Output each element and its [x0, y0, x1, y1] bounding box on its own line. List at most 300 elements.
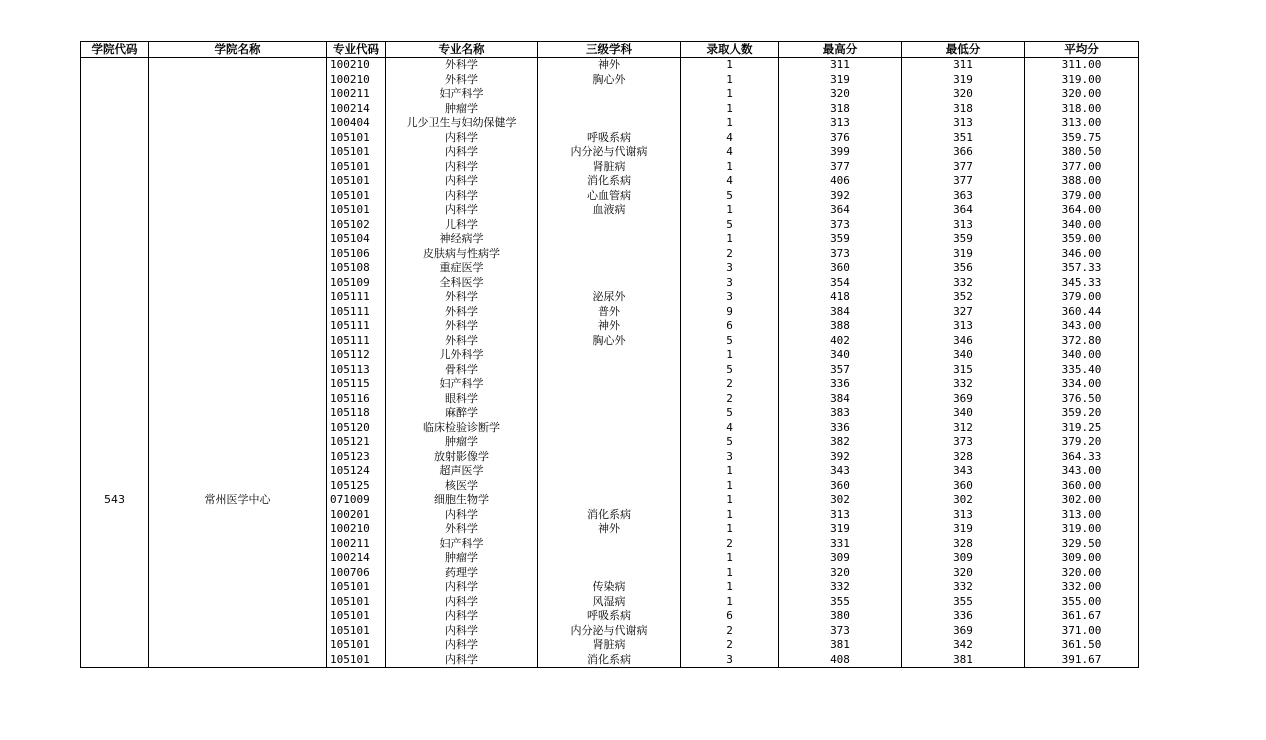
- table-row: [81, 290, 1139, 305]
- college-name-cell: [149, 218, 327, 233]
- admitted-count-cell: 1: [681, 116, 779, 131]
- admitted-count-cell: 1: [681, 203, 779, 218]
- major-code-cell: 105101: [327, 189, 386, 204]
- sub-discipline-cell: 普外: [538, 305, 681, 320]
- major-code-cell: 105109: [327, 276, 386, 291]
- avg-score-cell: 380.50: [1025, 145, 1139, 160]
- admitted-count-cell: 1: [681, 566, 779, 581]
- max-score-cell: 336: [779, 421, 902, 436]
- table-row: [81, 189, 1139, 204]
- max-score-cell: 418: [779, 290, 902, 305]
- major-name-cell: 外科学: [386, 522, 538, 537]
- college-name-cell: [149, 102, 327, 117]
- college-name-cell: [149, 363, 327, 378]
- header-avg-score: 平均分: [1025, 42, 1139, 58]
- college-name-cell: [149, 174, 327, 189]
- table-row: [81, 73, 1139, 88]
- min-score-cell: 315: [902, 363, 1025, 378]
- admitted-count-cell: 1: [681, 595, 779, 610]
- admitted-count-cell: 5: [681, 334, 779, 349]
- min-score-cell: 359: [902, 232, 1025, 247]
- college-code-cell: [81, 479, 149, 494]
- table-row: [81, 653, 1139, 668]
- major-code-cell: 105101: [327, 609, 386, 624]
- major-code-cell: 100210: [327, 73, 386, 88]
- college-code-cell: [81, 566, 149, 581]
- major-code-cell: 100706: [327, 566, 386, 581]
- header-min-score: 最低分: [902, 42, 1025, 58]
- max-score-cell: 359: [779, 232, 902, 247]
- major-code-cell: 105113: [327, 363, 386, 378]
- admitted-count-cell: 3: [681, 290, 779, 305]
- sub-discipline-cell: [538, 218, 681, 233]
- min-score-cell: 332: [902, 377, 1025, 392]
- avg-score-cell: 361.50: [1025, 638, 1139, 653]
- table-row: [81, 522, 1139, 537]
- min-score-cell: 336: [902, 609, 1025, 624]
- major-name-cell: 内科学: [386, 160, 538, 175]
- sub-discipline-cell: 消化系病: [538, 508, 681, 523]
- min-score-cell: 328: [902, 537, 1025, 552]
- college-name-cell: [149, 305, 327, 320]
- table-row: [81, 131, 1139, 146]
- avg-score-cell: 355.00: [1025, 595, 1139, 610]
- major-code-cell: 105101: [327, 595, 386, 610]
- major-name-cell: 妇产科学: [386, 537, 538, 552]
- admitted-count-cell: 5: [681, 189, 779, 204]
- college-code-cell: [81, 145, 149, 160]
- min-score-cell: 320: [902, 566, 1025, 581]
- max-score-cell: 336: [779, 377, 902, 392]
- college-name-cell: [149, 609, 327, 624]
- sub-discipline-cell: [538, 377, 681, 392]
- admitted-count-cell: 1: [681, 479, 779, 494]
- college-code-cell: [81, 218, 149, 233]
- min-score-cell: 313: [902, 508, 1025, 523]
- college-code-cell: [81, 261, 149, 276]
- table-row: [81, 87, 1139, 102]
- min-score-cell: 343: [902, 464, 1025, 479]
- table-row: [81, 493, 1139, 508]
- college-code-cell: [81, 421, 149, 436]
- min-score-cell: 369: [902, 392, 1025, 407]
- major-name-cell: 内科学: [386, 508, 538, 523]
- college-code-cell: [81, 290, 149, 305]
- college-name-cell: [149, 638, 327, 653]
- college-name-cell: [149, 377, 327, 392]
- college-name-cell: [149, 160, 327, 175]
- sub-discipline-cell: 泌尿外: [538, 290, 681, 305]
- avg-score-cell: 379.20: [1025, 435, 1139, 450]
- table-row: [81, 624, 1139, 639]
- college-name-cell: [149, 522, 327, 537]
- college-name-cell: [149, 551, 327, 566]
- major-name-cell: 神经病学: [386, 232, 538, 247]
- college-name-cell: [149, 276, 327, 291]
- admitted-count-cell: 5: [681, 406, 779, 421]
- sub-discipline-cell: [538, 537, 681, 552]
- min-score-cell: 340: [902, 406, 1025, 421]
- table-row: [81, 638, 1139, 653]
- sub-discipline-cell: [538, 551, 681, 566]
- avg-score-cell: 359.75: [1025, 131, 1139, 146]
- admitted-count-cell: 3: [681, 261, 779, 276]
- table-row: [81, 508, 1139, 523]
- major-name-cell: 骨科学: [386, 363, 538, 378]
- min-score-cell: 377: [902, 160, 1025, 175]
- college-code-cell: [81, 203, 149, 218]
- major-code-cell: 100211: [327, 87, 386, 102]
- major-name-cell: 眼科学: [386, 392, 538, 407]
- avg-score-cell: 364.33: [1025, 450, 1139, 465]
- college-code-cell: [81, 276, 149, 291]
- sub-discipline-cell: 胸心外: [538, 73, 681, 88]
- header-college-name: 学院名称: [149, 42, 327, 58]
- major-code-cell: 100201: [327, 508, 386, 523]
- min-score-cell: 364: [902, 203, 1025, 218]
- avg-score-cell: 345.33: [1025, 276, 1139, 291]
- college-name-cell: [149, 435, 327, 450]
- avg-score-cell: 320.00: [1025, 566, 1139, 581]
- sub-discipline-cell: [538, 493, 681, 508]
- table-row: [81, 595, 1139, 610]
- sub-discipline-cell: [538, 348, 681, 363]
- college-name-cell: [149, 247, 327, 262]
- max-score-cell: 382: [779, 435, 902, 450]
- avg-score-cell: 364.00: [1025, 203, 1139, 218]
- major-name-cell: 外科学: [386, 334, 538, 349]
- college-code-cell: [81, 435, 149, 450]
- table-row: [81, 203, 1139, 218]
- sub-discipline-cell: [538, 276, 681, 291]
- college-code-cell: [81, 58, 149, 73]
- admission-score-table: [80, 41, 1139, 668]
- sub-discipline-cell: [538, 363, 681, 378]
- min-score-cell: 319: [902, 73, 1025, 88]
- min-score-cell: 319: [902, 522, 1025, 537]
- college-code-cell: [81, 551, 149, 566]
- major-code-cell: 105111: [327, 305, 386, 320]
- max-score-cell: 309: [779, 551, 902, 566]
- major-name-cell: 全科医学: [386, 276, 538, 291]
- college-name-cell: [149, 73, 327, 88]
- major-code-cell: 100214: [327, 102, 386, 117]
- college-code-cell: [81, 638, 149, 653]
- avg-score-cell: 332.00: [1025, 580, 1139, 595]
- table-body: [81, 58, 1139, 668]
- admitted-count-cell: 3: [681, 276, 779, 291]
- min-score-cell: 366: [902, 145, 1025, 160]
- major-name-cell: 细胞生物学: [386, 493, 538, 508]
- header-sub-discipline: 三级学科: [538, 42, 681, 58]
- major-code-cell: 105106: [327, 247, 386, 262]
- major-name-cell: 外科学: [386, 319, 538, 334]
- max-score-cell: 392: [779, 450, 902, 465]
- avg-score-cell: 372.80: [1025, 334, 1139, 349]
- table-row: [81, 363, 1139, 378]
- table-row: [81, 406, 1139, 421]
- admitted-count-cell: 1: [681, 508, 779, 523]
- table-row: [81, 348, 1139, 363]
- major-name-cell: 儿外科学: [386, 348, 538, 363]
- table-row: [81, 377, 1139, 392]
- college-code-cell: [81, 116, 149, 131]
- sub-discipline-cell: 神外: [538, 58, 681, 73]
- max-score-cell: 383: [779, 406, 902, 421]
- major-name-cell: 临床检验诊断学: [386, 421, 538, 436]
- college-name-cell: [149, 203, 327, 218]
- max-score-cell: 384: [779, 392, 902, 407]
- sub-discipline-cell: [538, 102, 681, 117]
- admitted-count-cell: 2: [681, 247, 779, 262]
- avg-score-cell: 329.50: [1025, 537, 1139, 552]
- table-row: [81, 261, 1139, 276]
- college-code-cell: [81, 102, 149, 117]
- max-score-cell: 313: [779, 508, 902, 523]
- avg-score-cell: 360.44: [1025, 305, 1139, 320]
- admitted-count-cell: 5: [681, 435, 779, 450]
- college-name-cell: [149, 290, 327, 305]
- major-code-cell: 105101: [327, 160, 386, 175]
- major-code-cell: 105111: [327, 290, 386, 305]
- major-name-cell: 肿瘤学: [386, 102, 538, 117]
- college-name-cell: 常州医学中心: [149, 493, 327, 508]
- avg-score-cell: 379.00: [1025, 290, 1139, 305]
- max-score-cell: 406: [779, 174, 902, 189]
- header-major-name: 专业名称: [386, 42, 538, 58]
- min-score-cell: 313: [902, 116, 1025, 131]
- avg-score-cell: 335.40: [1025, 363, 1139, 378]
- sub-discipline-cell: 肾脏病: [538, 160, 681, 175]
- max-score-cell: 360: [779, 261, 902, 276]
- college-name-cell: [149, 508, 327, 523]
- admitted-count-cell: 1: [681, 348, 779, 363]
- table-row: [81, 450, 1139, 465]
- table-row: [81, 609, 1139, 624]
- major-name-cell: 核医学: [386, 479, 538, 494]
- college-name-cell: [149, 450, 327, 465]
- college-code-cell: [81, 73, 149, 88]
- avg-score-cell: 343.00: [1025, 319, 1139, 334]
- admitted-count-cell: 6: [681, 609, 779, 624]
- table-row: [81, 160, 1139, 175]
- header-major-code: 专业代码: [327, 42, 386, 58]
- avg-score-cell: 360.00: [1025, 479, 1139, 494]
- sub-discipline-cell: 消化系病: [538, 653, 681, 668]
- college-name-cell: [149, 189, 327, 204]
- avg-score-cell: 340.00: [1025, 218, 1139, 233]
- sub-discipline-cell: 传染病: [538, 580, 681, 595]
- table-header-row: [81, 42, 1139, 58]
- major-code-cell: 105124: [327, 464, 386, 479]
- max-score-cell: 320: [779, 566, 902, 581]
- table-row: [81, 334, 1139, 349]
- table-row: [81, 232, 1139, 247]
- max-score-cell: 360: [779, 479, 902, 494]
- avg-score-cell: 377.00: [1025, 160, 1139, 175]
- table-row: [81, 305, 1139, 320]
- sub-discipline-cell: 内分泌与代谢病: [538, 145, 681, 160]
- major-name-cell: 外科学: [386, 305, 538, 320]
- avg-score-cell: 320.00: [1025, 87, 1139, 102]
- table-row: [81, 174, 1139, 189]
- college-code-cell: [81, 406, 149, 421]
- major-name-cell: 内科学: [386, 145, 538, 160]
- table-row: [81, 102, 1139, 117]
- major-name-cell: 皮肤病与性病学: [386, 247, 538, 262]
- admitted-count-cell: 2: [681, 377, 779, 392]
- min-score-cell: 340: [902, 348, 1025, 363]
- min-score-cell: 355: [902, 595, 1025, 610]
- major-name-cell: 外科学: [386, 58, 538, 73]
- table-row: [81, 537, 1139, 552]
- major-name-cell: 放射影像学: [386, 450, 538, 465]
- table-row: [81, 145, 1139, 160]
- max-score-cell: 380: [779, 609, 902, 624]
- max-score-cell: 388: [779, 319, 902, 334]
- college-code-cell: 543: [81, 493, 149, 508]
- major-name-cell: 肿瘤学: [386, 551, 538, 566]
- major-code-cell: 100214: [327, 551, 386, 566]
- table-row: [81, 247, 1139, 262]
- min-score-cell: 342: [902, 638, 1025, 653]
- avg-score-cell: 313.00: [1025, 508, 1139, 523]
- sub-discipline-cell: [538, 421, 681, 436]
- major-code-cell: 100210: [327, 58, 386, 73]
- major-name-cell: 内科学: [386, 203, 538, 218]
- major-code-cell: 105116: [327, 392, 386, 407]
- college-name-cell: [149, 334, 327, 349]
- major-name-cell: 内科学: [386, 580, 538, 595]
- avg-score-cell: 313.00: [1025, 116, 1139, 131]
- sub-discipline-cell: [538, 435, 681, 450]
- major-code-cell: 105101: [327, 131, 386, 146]
- avg-score-cell: 309.00: [1025, 551, 1139, 566]
- admitted-count-cell: 1: [681, 580, 779, 595]
- college-code-cell: [81, 247, 149, 262]
- table-row: [81, 566, 1139, 581]
- admitted-count-cell: 1: [681, 73, 779, 88]
- major-name-cell: 妇产科学: [386, 87, 538, 102]
- major-code-cell: 105102: [327, 218, 386, 233]
- college-code-cell: [81, 348, 149, 363]
- min-score-cell: 356: [902, 261, 1025, 276]
- college-name-cell: [149, 261, 327, 276]
- major-code-cell: 105101: [327, 653, 386, 668]
- avg-score-cell: 361.67: [1025, 609, 1139, 624]
- college-code-cell: [81, 160, 149, 175]
- major-code-cell: 105101: [327, 580, 386, 595]
- table-row: [81, 58, 1139, 73]
- min-score-cell: 332: [902, 580, 1025, 595]
- admitted-count-cell: 9: [681, 305, 779, 320]
- min-score-cell: 319: [902, 247, 1025, 262]
- min-score-cell: 311: [902, 58, 1025, 73]
- avg-score-cell: 319.25: [1025, 421, 1139, 436]
- major-name-cell: 妇产科学: [386, 377, 538, 392]
- major-code-cell: 105125: [327, 479, 386, 494]
- max-score-cell: 331: [779, 537, 902, 552]
- sub-discipline-cell: 消化系病: [538, 174, 681, 189]
- max-score-cell: 313: [779, 116, 902, 131]
- college-code-cell: [81, 595, 149, 610]
- admitted-count-cell: 1: [681, 493, 779, 508]
- major-name-cell: 内科学: [386, 624, 538, 639]
- table-row: [81, 421, 1139, 436]
- max-score-cell: 354: [779, 276, 902, 291]
- max-score-cell: 319: [779, 522, 902, 537]
- sub-discipline-cell: 肾脏病: [538, 638, 681, 653]
- max-score-cell: 376: [779, 131, 902, 146]
- min-score-cell: 327: [902, 305, 1025, 320]
- major-code-cell: 105123: [327, 450, 386, 465]
- major-name-cell: 药理学: [386, 566, 538, 581]
- sub-discipline-cell: [538, 566, 681, 581]
- min-score-cell: 332: [902, 276, 1025, 291]
- sub-discipline-cell: [538, 261, 681, 276]
- college-code-cell: [81, 508, 149, 523]
- min-score-cell: 352: [902, 290, 1025, 305]
- min-score-cell: 373: [902, 435, 1025, 450]
- college-name-cell: [149, 479, 327, 494]
- major-code-cell: 105111: [327, 319, 386, 334]
- avg-score-cell: 343.00: [1025, 464, 1139, 479]
- sub-discipline-cell: 内分泌与代谢病: [538, 624, 681, 639]
- college-code-cell: [81, 363, 149, 378]
- avg-score-cell: 376.50: [1025, 392, 1139, 407]
- admitted-count-cell: 1: [681, 232, 779, 247]
- sub-discipline-cell: [538, 116, 681, 131]
- sub-discipline-cell: [538, 479, 681, 494]
- admitted-count-cell: 6: [681, 319, 779, 334]
- college-name-cell: [149, 464, 327, 479]
- header-max-score: 最高分: [779, 42, 902, 58]
- college-code-cell: [81, 624, 149, 639]
- table-row: [81, 479, 1139, 494]
- college-code-cell: [81, 174, 149, 189]
- major-code-cell: 105121: [327, 435, 386, 450]
- college-code-cell: [81, 522, 149, 537]
- min-score-cell: 320: [902, 87, 1025, 102]
- min-score-cell: 313: [902, 218, 1025, 233]
- table-row: [81, 116, 1139, 131]
- college-code-cell: [81, 392, 149, 407]
- min-score-cell: 312: [902, 421, 1025, 436]
- avg-score-cell: 388.00: [1025, 174, 1139, 189]
- sub-discipline-cell: 神外: [538, 522, 681, 537]
- college-name-cell: [149, 131, 327, 146]
- table-row: [81, 218, 1139, 233]
- college-name-cell: [149, 145, 327, 160]
- college-name-cell: [149, 595, 327, 610]
- college-name-cell: [149, 580, 327, 595]
- college-name-cell: [149, 319, 327, 334]
- max-score-cell: 340: [779, 348, 902, 363]
- major-name-cell: 重症医学: [386, 261, 538, 276]
- header-college-code: 学院代码: [81, 42, 149, 58]
- table-row: [81, 392, 1139, 407]
- sub-discipline-cell: [538, 87, 681, 102]
- college-name-cell: [149, 566, 327, 581]
- college-code-cell: [81, 580, 149, 595]
- avg-score-cell: 319.00: [1025, 522, 1139, 537]
- admitted-count-cell: 1: [681, 58, 779, 73]
- sub-discipline-cell: [538, 406, 681, 421]
- avg-score-cell: 311.00: [1025, 58, 1139, 73]
- max-score-cell: 364: [779, 203, 902, 218]
- avg-score-cell: 359.00: [1025, 232, 1139, 247]
- major-name-cell: 内科学: [386, 189, 538, 204]
